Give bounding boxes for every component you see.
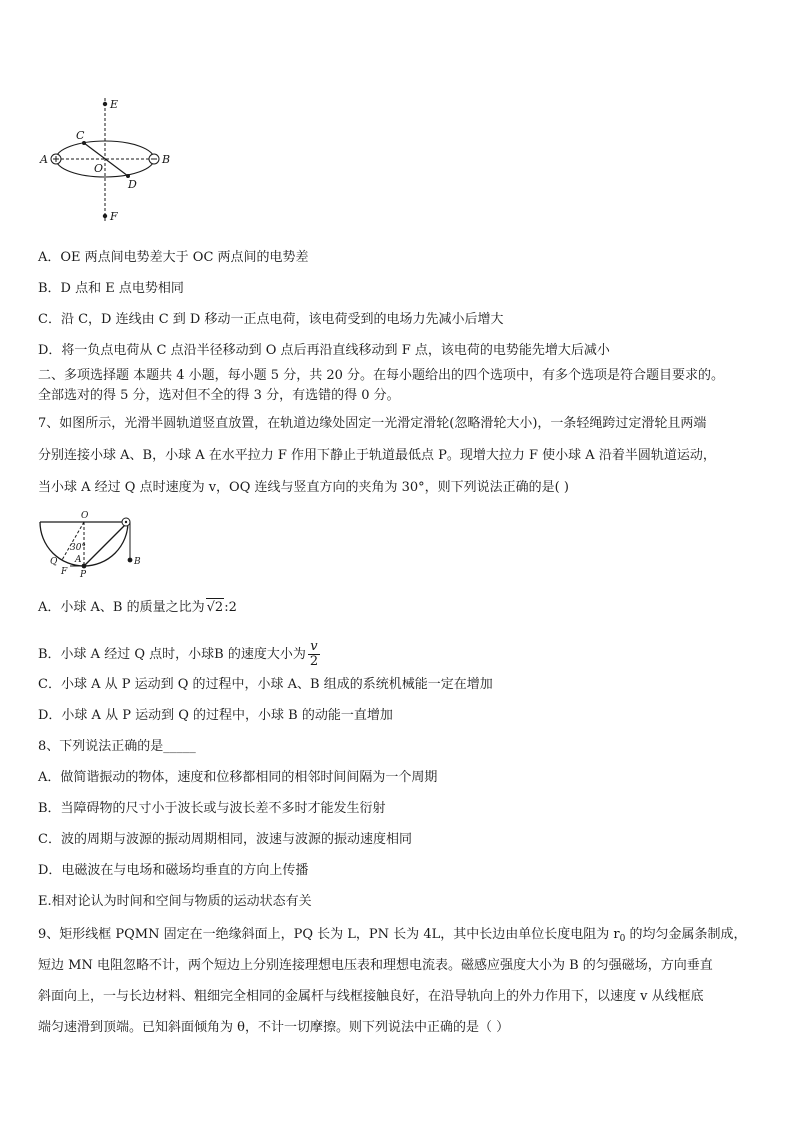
q8-option-d: D．电磁波在与电场和磁场均垂直的方向上传播 [38, 863, 309, 878]
charge-ellipse-figure [36, 94, 186, 226]
q6-option-d: D．将一负点电荷从 C 点沿半径移动到 O 点后再沿直线移动到 F 点，该电荷的电势能先增大后减小 [38, 343, 610, 358]
label-F: F [110, 210, 118, 223]
label-O: O [94, 162, 104, 175]
section2-line1: 二、多项选择题 本题共 4 小题，每小题 5 分，共 20 分。在每小题给出的四个选项中，有多个选项是符合题目要求的。 [38, 368, 725, 383]
q9-stem-line4: 端匀速滑到顶端。已知斜面倾角为 θ，不计一切摩擦。则下列说法中正确的是（ ） [38, 1020, 510, 1035]
q9-stem-line2: 短边 MN 电阻忽略不计，两个短边上分别连接理想电压表和理想电流表。磁感应强度大小为 B 的匀强磁场，方向垂直 [38, 958, 713, 973]
label-D: D [128, 178, 137, 191]
q7-option-c: C．小球 A 从 P 运动到 Q 的过程中，小球 A、B 组成的系统机械能一定在增加 [38, 677, 493, 692]
fig2-label-Q: Q [50, 557, 58, 567]
q7-stem-line2: 分别连接小球 A、B，小球 A 在水平拉力 F 作用下静止于轨道最低点 P。现增大拉力 F 使小球 A 沿着半圆轨道运动， [38, 448, 716, 463]
label-E: E [110, 98, 119, 111]
semicircle-track-figure [36, 508, 151, 580]
q7-stem-line3: 当小球 A 经过 Q 点时速度为 v，OQ 连线与竖直方向的夹角为 30°，则下列说法正确的是( ) [38, 480, 569, 495]
fraction: $\frac{v}{2}$ [309, 639, 319, 669]
fig2-label-B: B [134, 557, 141, 567]
q9-stem-line3: 斜面向上，一与长边材料、粗细完全相同的金属杆与线框接触良好，在沿导轨向上的外力作用下，以速度 v 从线框底 [38, 989, 704, 1004]
q7-option-b: B．小球 A 经过 Q 点时，小球B 的速度大小为 $\frac{v}{2}$ [38, 639, 319, 669]
q6-option-c: C．沿 C，D 连线由 C 到 D 移动一正点电荷，该电荷受到的电场力先减小后增大 [38, 312, 504, 327]
q8-option-c: C．波的周期与波源的振动周期相同，波速与波源的振动速度相同 [38, 832, 412, 847]
fig2-label-angle: 30° [70, 543, 86, 553]
q8-option-b: B．当障碍物的尺寸小于波长或与波长差不多时才能发生衍射 [38, 801, 386, 816]
q8-option-e: E.相对论认为时间和空间与物质的运动状态有关 [38, 894, 312, 909]
q6-option-a: A．OE 两点间电势差大于 OC 两点间的电势差 [38, 250, 309, 265]
fig2-label-F: F [61, 567, 68, 577]
q7-option-a: A．小球 A、B 的质量之比为 √2:2 [38, 600, 237, 615]
fig2-label-P: P [80, 570, 87, 580]
q6-option-b: B．D 点和 E 点电势相同 [38, 281, 184, 296]
label-A: A [40, 153, 48, 166]
label-C: C [76, 129, 85, 142]
fig2-label-A: A [75, 555, 82, 565]
q8-option-a: A．做简谐振动的物体，速度和位移都相同的相邻时间间隔为一个周期 [38, 770, 438, 785]
q8-stem: 8、下列说法正确的是_____ [38, 739, 196, 754]
label-B: B [162, 153, 171, 166]
q7-stem-line1: 7、如图所示，光滑半圆轨道竖直放置，在轨道边缘处固定一光滑定滑轮(忽略滑轮大小)，一条轻绳跨过定滑轮且两端 [38, 416, 707, 431]
q7-option-d: D．小球 A 从 P 运动到 Q 的过程中，小球 B 的动能一直增加 [38, 708, 393, 723]
sqrt-symbol: √2 [206, 600, 224, 615]
section2-line2: 全部选对的得 5 分，选对但不全的得 3 分，有选错的得 0 分。 [38, 388, 400, 403]
q9-stem-line1: 9、矩形线框 PQMN 固定在一绝缘斜面上，PQ 长为 L，PN 长为 4L，其中长边由单位长度电阻为 $r_0$ 的均匀金属条制成， [38, 927, 747, 944]
fig2-label-O: O [81, 511, 89, 521]
